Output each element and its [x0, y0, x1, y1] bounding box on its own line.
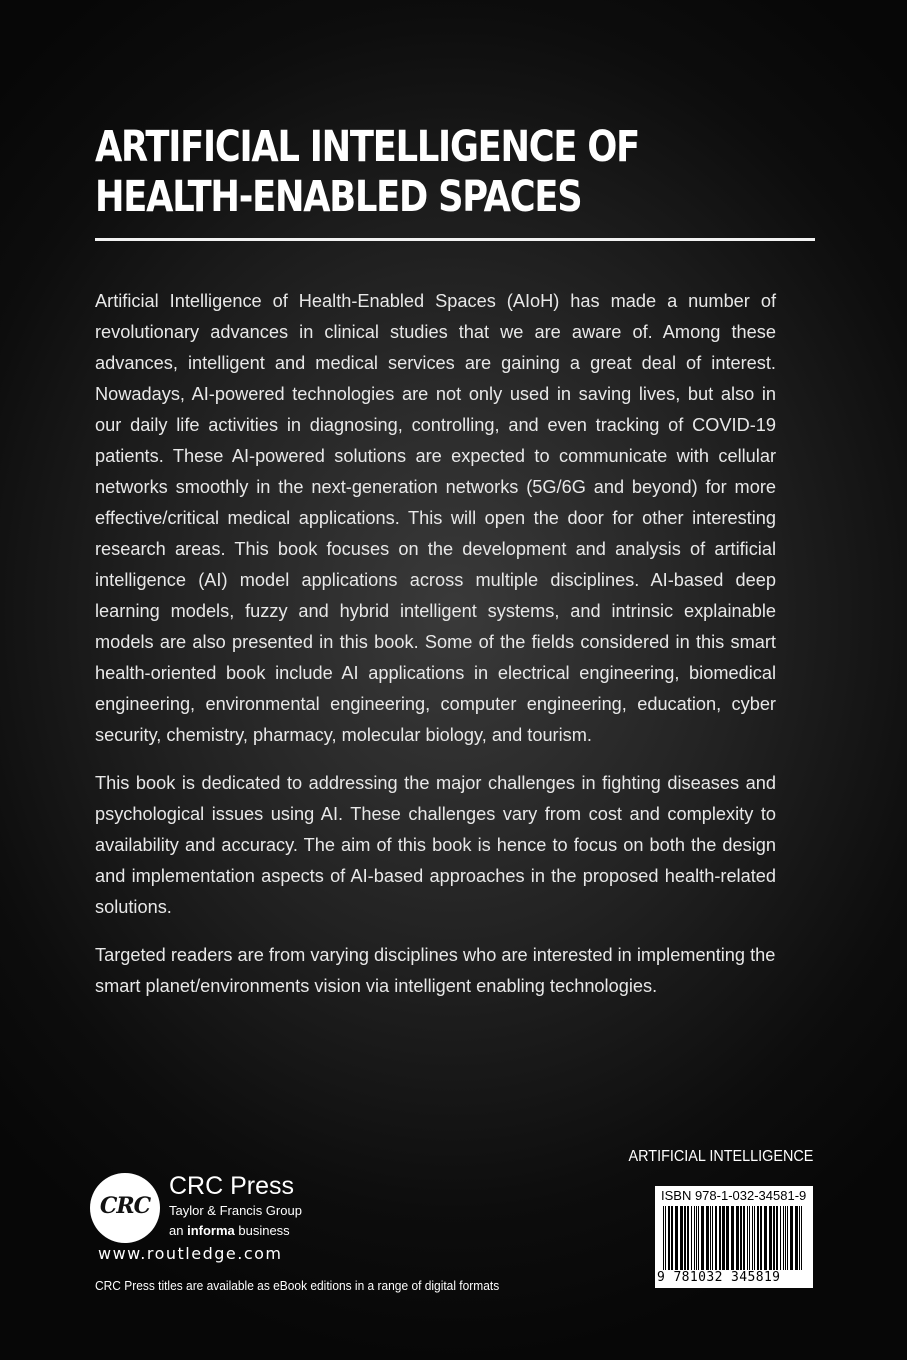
- barcode-bar: [787, 1206, 788, 1270]
- barcode-bar: [701, 1206, 704, 1270]
- barcode-bar: [712, 1206, 713, 1270]
- barcode-bar: [696, 1206, 697, 1270]
- barcode-bar: [665, 1206, 666, 1270]
- crc-logo-text: CRC: [99, 1193, 151, 1219]
- barcode-bar: [799, 1206, 800, 1270]
- barcode-bar: [769, 1206, 772, 1270]
- barcode-bar: [776, 1206, 778, 1270]
- ebook-note: CRC Press titles are available as eBook editions in a range of digital formats: [95, 1278, 500, 1293]
- barcode-bar: [684, 1206, 686, 1270]
- barcode-bar: [663, 1206, 664, 1270]
- barcode-bar: [671, 1206, 673, 1270]
- barcode-bar: [754, 1206, 755, 1270]
- isbn-barcode: [655, 1186, 813, 1288]
- description-paragraph-1: Artificial Intelligence of Health-Enabled Spaces (AIoH) has made a number of revolutionary advances in clinical studies that we are aware of. Among these advances, intelligent and medical services are gaining a great deal of interest. Nowadays, AI-powered technologies are not only used in saving lives, but also in our daily life activities in diagnosing, controlling, and even tracking of COVID-19 patients. These AI-powered solutions are expected to communicate with cellular networks smoothly in the next-generation networks (5G/6G and beyond) for more effective/critical medical applications. This will open the door for other interesting research areas. This book focuses on the development and analysis of artificial intelligence (AI) model applications across multiple disciplines. AI-based deep learning models, fuzzy and hybrid intelligent systems, and intrinsic explainable models are also presented in this book. Some of the fields considered in this smart health-oriented book include AI applications in electrical engineering, biomedical engineering, environmental engineering, computer engineering, education, cyber security, chemistry, pharmacy, molecular biology, and tourism.: [95, 291, 776, 745]
- crc-logo: [90, 1173, 160, 1243]
- barcode-bar: [740, 1206, 742, 1270]
- barcode-bar: [715, 1206, 717, 1270]
- publisher-group: Taylor & Francis Group: [169, 1203, 302, 1218]
- barcode-digits: 9 781032 345819: [657, 1270, 781, 1285]
- barcode-bars: [663, 1206, 805, 1270]
- barcode-bar: [675, 1206, 678, 1270]
- description-paragraph-2: This book is dedicated to addressing the major challenges in fighting diseases and psychological issues using AI. These challenges vary from cost and complexity to availability and accuracy. The aim of this book is hence to focus on both the design and implementation aspects of AI-based approaches in the proposed health-related solutions.: [95, 773, 776, 917]
- barcode-bar: [668, 1206, 670, 1270]
- barcode-bar: [698, 1206, 699, 1270]
- barcode-bar: [760, 1206, 762, 1270]
- barcode-bar: [790, 1206, 793, 1270]
- barcode-bar: [680, 1206, 683, 1270]
- subject-category: ARTIFICIAL INTELLIGENCE: [628, 1148, 813, 1165]
- book-title: [95, 122, 685, 222]
- barcode-bar: [736, 1206, 739, 1270]
- barcode-bar: [731, 1206, 734, 1270]
- barcode-bar: [743, 1206, 745, 1270]
- description: [95, 286, 776, 1019]
- barcode-bar: [780, 1206, 781, 1270]
- barcode-bar: [764, 1206, 767, 1270]
- barcode-bar: [747, 1206, 748, 1270]
- barcode-bar: [757, 1206, 759, 1270]
- isbn-text: ISBN 978-1-032-34581-9: [661, 1188, 807, 1203]
- barcode-bar: [801, 1206, 802, 1270]
- title-line-1: ARTIFICIAL INTELLIGENCE OF: [95, 122, 639, 172]
- barcode-bar: [719, 1206, 721, 1270]
- barcode-bar: [785, 1206, 786, 1270]
- barcode-bar: [694, 1206, 695, 1270]
- publisher-url[interactable]: www.routledge.com: [98, 1244, 283, 1263]
- barcode-bar: [710, 1206, 711, 1270]
- barcode-bar: [795, 1206, 798, 1270]
- barcode-bar: [773, 1206, 775, 1270]
- barcode-bar: [691, 1206, 692, 1270]
- title-line-2: HEALTH-ENABLED SPACES: [95, 172, 582, 222]
- barcode-bar: [749, 1206, 750, 1270]
- barcode-bar: [687, 1206, 689, 1270]
- barcode-bar: [726, 1206, 729, 1270]
- informa-tagline: an informa business: [169, 1223, 290, 1238]
- barcode-bar: [752, 1206, 753, 1270]
- barcode-bar: [783, 1206, 784, 1270]
- description-paragraph-3: Targeted readers are from varying disciplines who are interested in implementing the smart planet/environments vision via intelligent enabling technologies.: [95, 945, 776, 996]
- barcode-bar: [706, 1206, 709, 1270]
- publisher-name: CRC Press: [169, 1172, 295, 1200]
- title-divider: [95, 238, 815, 241]
- barcode-bar: [722, 1206, 725, 1270]
